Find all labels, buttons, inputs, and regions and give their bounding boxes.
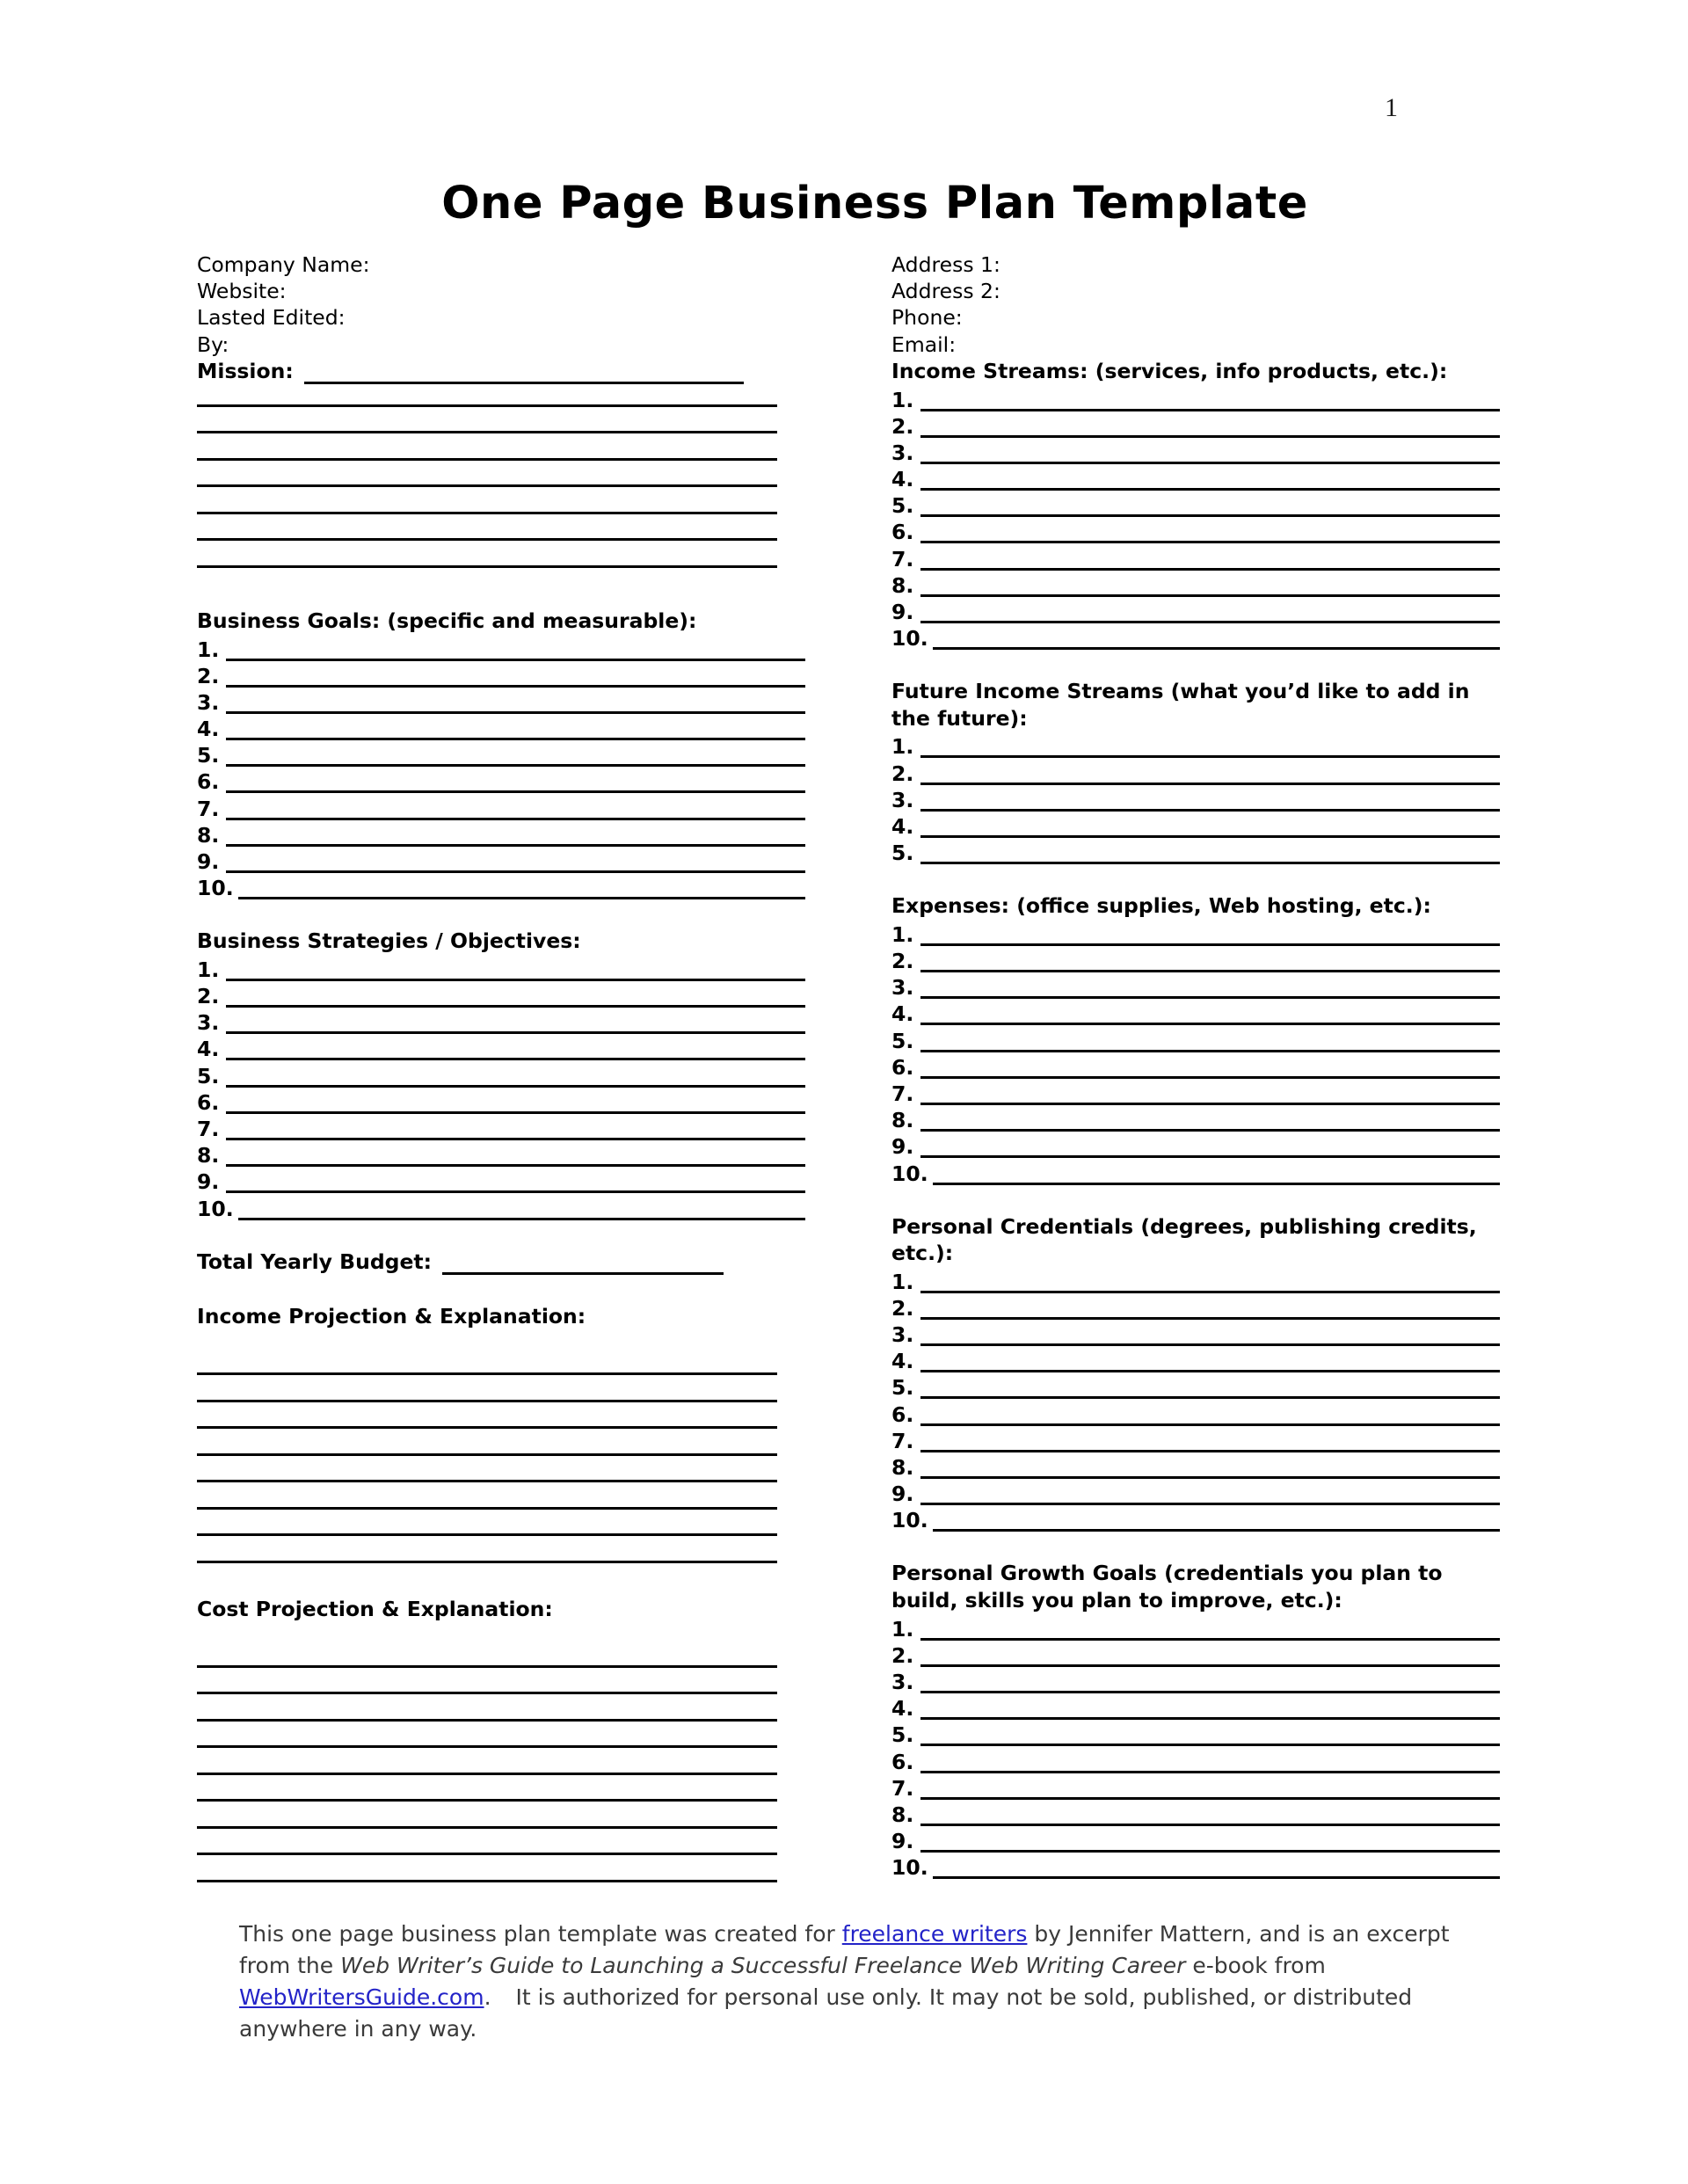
list-input-line[interactable] (920, 1621, 1500, 1641)
mission-input-line[interactable] (304, 364, 744, 384)
list-number: 4. (197, 717, 220, 742)
list-input-line[interactable] (920, 819, 1500, 838)
list-item (891, 543, 1500, 570)
list-number: 3. (197, 1010, 220, 1036)
list-number: 6. (197, 1089, 220, 1115)
field-company-name: Company Name: (197, 252, 370, 277)
list-input-line[interactable] (226, 774, 805, 793)
list-item (891, 732, 1500, 758)
list-input-line[interactable] (920, 604, 1500, 623)
list-item (197, 873, 805, 899)
list-input-line[interactable] (920, 1754, 1500, 1773)
list-number: 1. (197, 637, 220, 662)
list-number: 10. (891, 1508, 928, 1533)
list-number: 2. (891, 761, 914, 786)
list-input-line[interactable] (920, 927, 1500, 946)
list-input-line[interactable] (920, 1460, 1500, 1479)
income-projection-input-line[interactable] (197, 1540, 891, 1568)
list-number: 9. (891, 600, 914, 624)
mission-input-line[interactable] (197, 438, 891, 465)
list-input-line[interactable] (920, 1807, 1500, 1826)
income-projection-input-line[interactable] (197, 1407, 891, 1434)
list-input-line[interactable] (226, 801, 805, 820)
income-projection-input-line[interactable] (197, 1460, 891, 1488)
list-number: 6. (891, 1401, 914, 1427)
list-item (891, 1267, 1500, 1293)
list-item (891, 571, 1500, 597)
list-input-line[interactable] (920, 392, 1500, 411)
list-number: 1. (197, 957, 220, 982)
income-projection-block (197, 1303, 891, 1568)
business-strategies-heading: Business Strategies / Objectives: (197, 928, 581, 954)
list-number: 2. (197, 984, 220, 1009)
list-number: 7. (891, 546, 914, 571)
list-item (891, 920, 1500, 946)
list-item (891, 1505, 1500, 1532)
income-projection-input-line[interactable] (197, 1380, 891, 1407)
list-number: 4. (891, 467, 914, 492)
list-item (197, 793, 805, 819)
list-item (197, 1114, 805, 1140)
cost-projection-input-line[interactable] (197, 1860, 891, 1887)
list-input-line[interactable] (226, 668, 805, 688)
list-number: 8. (197, 822, 220, 848)
list-item (197, 981, 805, 1008)
list-input-line[interactable] (920, 1327, 1500, 1346)
list-item (891, 1293, 1500, 1320)
spacer (197, 1275, 891, 1303)
list-number: 5. (891, 493, 914, 519)
field-phone: Phone: (891, 305, 963, 331)
list-number: 1. (891, 921, 914, 947)
list-number: 2. (891, 1295, 914, 1321)
list-item (891, 946, 1500, 972)
list-input-line[interactable] (226, 1095, 805, 1114)
list-input-line[interactable] (920, 419, 1500, 438)
list-item (891, 1613, 1500, 1640)
list-input-line[interactable] (920, 1674, 1500, 1693)
list-item (891, 1479, 1500, 1505)
list-item (197, 688, 805, 714)
list-input-line[interactable] (226, 721, 805, 740)
list-number: 1. (891, 1616, 914, 1642)
mission-label: Mission: (197, 358, 294, 383)
list-number: 3. (891, 1322, 914, 1348)
mission-input-line[interactable] (197, 384, 891, 411)
list-item (891, 972, 1500, 999)
list-input-line[interactable] (920, 1274, 1500, 1293)
spacer (197, 1220, 891, 1249)
list-number: 6. (197, 769, 220, 795)
list-input-line[interactable] (226, 988, 805, 1008)
page-title: One Page Business Plan Template (441, 178, 1308, 230)
field-address-2: Address 2: (891, 279, 1000, 304)
list-item (197, 1167, 805, 1193)
cost-projection-input-line[interactable] (197, 1780, 891, 1807)
cost-projection-input-line[interactable] (197, 1699, 891, 1726)
list-item (891, 1641, 1500, 1667)
list-number: 7. (891, 1081, 914, 1106)
spacer (891, 1532, 1507, 1560)
list-input-line[interactable] (226, 1068, 805, 1088)
list-number: 3. (891, 1669, 914, 1694)
income-projection-input-line[interactable] (197, 1514, 891, 1541)
list-item (891, 812, 1500, 838)
list-item (891, 1746, 1500, 1773)
list-number: 1. (891, 387, 914, 412)
list-number: 7. (197, 796, 220, 821)
list-number: 2. (891, 1642, 914, 1668)
list-number: 7. (197, 1117, 220, 1141)
list-input-line[interactable] (920, 1033, 1500, 1052)
list-input-line[interactable] (920, 1648, 1500, 1667)
total-yearly-budget-label: Total Yearly Budget: (197, 1249, 433, 1274)
list-item (197, 1088, 805, 1114)
list-input-line[interactable] (920, 1059, 1500, 1079)
list-input-line[interactable] (920, 1433, 1500, 1452)
list-item (197, 847, 805, 873)
footer-attribution (239, 1918, 1452, 2045)
spacer (891, 864, 1507, 892)
list-number: 1. (891, 734, 914, 760)
list-number: 5. (891, 841, 914, 866)
list-item (197, 1060, 805, 1087)
mission-input-line[interactable] (197, 411, 891, 439)
list-item (197, 820, 805, 847)
spacer (891, 1185, 1507, 1213)
income-projection-input-line[interactable] (197, 1433, 891, 1460)
list-item (891, 758, 1500, 784)
business-strategies-block (197, 928, 891, 1219)
footer-text-part-1: This one page business plan template was created for (239, 1921, 842, 1947)
list-input-line[interactable] (226, 642, 805, 661)
list-item (891, 1320, 1500, 1346)
page-number: 1 (1385, 93, 1398, 122)
list-item (197, 1008, 805, 1034)
webwritersguide-link[interactable]: WebWritersGuide.com (239, 1984, 484, 2010)
list-item (891, 1399, 1500, 1425)
list-number: 9. (197, 849, 220, 874)
list-input-line[interactable] (933, 1860, 1500, 1879)
cost-projection-input-line[interactable] (197, 1833, 891, 1860)
list-input-line[interactable] (920, 1380, 1500, 1399)
future-income-streams-heading: Future Income Streams (what you’d like to add in the future): (891, 679, 1470, 731)
list-number: 7. (891, 1775, 914, 1801)
list-input-line[interactable] (920, 1300, 1500, 1320)
personal-credentials-block (891, 1213, 1507, 1532)
list-item (197, 661, 805, 688)
list-item (891, 517, 1500, 543)
list-item (197, 714, 805, 740)
spacer (197, 572, 891, 608)
left-column (197, 251, 891, 1887)
list-item (891, 623, 1500, 650)
list-number: 3. (891, 787, 914, 812)
list-input-line[interactable] (920, 1727, 1500, 1746)
cost-projection-input-line[interactable] (197, 1672, 891, 1700)
list-number: 10. (891, 626, 928, 652)
list-number: 7. (891, 1428, 914, 1453)
list-number: 2. (891, 949, 914, 973)
list-input-line[interactable] (920, 445, 1500, 464)
mission-input-line[interactable] (197, 465, 891, 492)
list-item (891, 1720, 1500, 1746)
footer-text-part-2: by Jennifer Mattern, and is an excerpt from the (239, 1921, 1450, 1978)
mission-label-row (197, 358, 891, 385)
cost-projection-input-line[interactable] (197, 1726, 891, 1753)
list-number: 9. (891, 1829, 914, 1854)
list-input-line[interactable] (226, 747, 805, 767)
footer-ebook-title: Web Writer’s Guide to Launching a Successful Freelance Web Writing Career (340, 1953, 1186, 1978)
list-input-line[interactable] (920, 953, 1500, 972)
field-lasted-edited: Lasted Edited: (197, 305, 346, 331)
list-number: 8. (197, 1143, 220, 1168)
list-input-line[interactable] (226, 1015, 805, 1034)
spacer (197, 899, 891, 928)
freelance-writers-link[interactable]: freelance writers (841, 1921, 1028, 1947)
list-input-line[interactable] (933, 1512, 1500, 1532)
list-item (891, 1025, 1500, 1052)
list-item (891, 1826, 1500, 1853)
personal-credentials-heading: Personal Credentials (degrees, publishing credits, etc.): (891, 1213, 1477, 1265)
list-number: 2. (891, 413, 914, 439)
footer-text-part-5: It is authorized for personal use only. It may not be sold, published, or distributed anywhere in any way. (239, 1984, 1413, 2042)
list-item (891, 384, 1500, 411)
list-number: 10. (197, 1196, 234, 1221)
list-input-line[interactable] (226, 854, 805, 873)
mission-input-line[interactable] (197, 519, 891, 546)
list-input-line[interactable] (226, 1041, 805, 1060)
list-input-line[interactable] (920, 1407, 1500, 1426)
spacer (891, 650, 1507, 678)
personal-growth-goals-block (891, 1560, 1507, 1879)
contact-info-block (891, 251, 1507, 358)
list-number: 6. (891, 1054, 914, 1080)
right-column (891, 251, 1507, 1887)
list-item (891, 1372, 1500, 1399)
field-address-1: Address 1: (891, 252, 1000, 277)
list-item (891, 1800, 1500, 1826)
income-streams-block (891, 358, 1507, 650)
list-number: 9. (197, 1169, 220, 1195)
income-projection-heading: Income Projection & Explanation: (197, 1304, 586, 1329)
list-item (891, 411, 1500, 438)
list-number: 3. (891, 975, 914, 1001)
list-number: 3. (891, 440, 914, 465)
list-input-line[interactable] (920, 1353, 1500, 1372)
list-number: 9. (891, 1481, 914, 1507)
total-yearly-budget-input-line[interactable] (442, 1255, 724, 1275)
list-input-line[interactable] (920, 1700, 1500, 1720)
footer-text-part-4: . (484, 1984, 491, 2010)
list-input-line[interactable] (226, 1147, 805, 1167)
list-input-line[interactable] (226, 695, 805, 714)
company-info-block (197, 251, 891, 358)
list-input-line[interactable] (226, 962, 805, 981)
list-input-line[interactable] (920, 1780, 1500, 1800)
field-by: By: (197, 331, 229, 357)
footer-text-part-3: e-book from (1185, 1953, 1326, 1978)
list-input-line[interactable] (920, 766, 1500, 785)
list-item (891, 1052, 1500, 1079)
list-number: 6. (891, 520, 914, 545)
list-input-line[interactable] (920, 471, 1500, 491)
list-number: 4. (891, 1001, 914, 1027)
mission-input-line[interactable] (197, 545, 891, 572)
list-input-line[interactable] (226, 827, 805, 847)
list-number: 8. (891, 572, 914, 598)
total-yearly-budget-row (197, 1249, 891, 1276)
list-item (891, 597, 1500, 623)
list-number: 8. (891, 1108, 914, 1133)
list-input-line[interactable] (920, 1086, 1500, 1105)
list-item (891, 838, 1500, 864)
list-item (891, 999, 1500, 1025)
mission-input-line[interactable] (197, 491, 891, 519)
spacer (197, 1330, 891, 1353)
list-number: 5. (891, 1375, 914, 1401)
list-input-line[interactable] (920, 1112, 1500, 1132)
list-item (891, 1132, 1500, 1158)
list-input-line[interactable] (226, 1121, 805, 1140)
cost-projection-heading: Cost Projection & Explanation: (197, 1596, 553, 1621)
list-input-line[interactable] (920, 498, 1500, 517)
list-item (891, 438, 1500, 464)
list-item (891, 1667, 1500, 1693)
list-number: 5. (197, 1063, 220, 1088)
list-input-line[interactable] (920, 524, 1500, 543)
list-item (891, 1773, 1500, 1800)
list-item (197, 1193, 805, 1219)
list-number: 2. (197, 663, 220, 688)
list-item (891, 1158, 1500, 1184)
income-projection-input-line[interactable] (197, 1353, 891, 1380)
list-number: 3. (197, 689, 220, 715)
list-item (197, 1034, 805, 1060)
expenses-block (891, 892, 1507, 1184)
list-item (891, 1346, 1500, 1372)
list-item (891, 491, 1500, 517)
list-input-line[interactable] (920, 845, 1500, 864)
mission-block (197, 358, 891, 572)
personal-growth-goals-heading: Personal Growth Goals (credentials you plan to build, skills you plan to improve, etc.): (891, 1561, 1443, 1613)
list-input-line[interactable] (933, 630, 1500, 650)
income-streams-heading: Income Streams: (services, info products, etc.): (891, 358, 1448, 383)
list-number: 6. (891, 1749, 914, 1774)
list-item (891, 1079, 1500, 1105)
list-item (197, 740, 805, 767)
list-input-line[interactable] (920, 1139, 1500, 1158)
list-input-line[interactable] (920, 1486, 1500, 1505)
list-item (197, 634, 805, 660)
business-goals-heading: Business Goals: (specific and measurable): (197, 608, 697, 633)
list-item (891, 1105, 1500, 1132)
list-number: 5. (197, 743, 220, 768)
list-input-line[interactable] (920, 979, 1500, 999)
list-input-line[interactable] (920, 551, 1500, 571)
business-goals-block (197, 608, 891, 899)
list-number: 4. (891, 813, 914, 839)
list-number: 10. (891, 1161, 928, 1186)
list-input-line[interactable] (226, 1174, 805, 1193)
list-item (891, 1452, 1500, 1479)
list-number: 8. (891, 1802, 914, 1827)
list-item (197, 767, 805, 793)
list-input-line[interactable] (238, 880, 805, 899)
list-input-line[interactable] (933, 1166, 1500, 1185)
spacer (197, 1622, 891, 1645)
list-number: 10. (891, 1855, 928, 1881)
cost-projection-input-line[interactable] (197, 1752, 891, 1780)
list-number: 4. (891, 1696, 914, 1722)
spacer (197, 1568, 891, 1596)
list-item (891, 1853, 1500, 1879)
list-input-line[interactable] (238, 1201, 805, 1220)
two-column-body (197, 251, 1507, 1887)
future-income-streams-block (891, 678, 1507, 864)
list-input-line[interactable] (920, 1006, 1500, 1025)
field-website: Website: (197, 279, 287, 304)
list-input-line[interactable] (920, 739, 1500, 758)
list-item (197, 1140, 805, 1167)
list-item (891, 785, 1500, 812)
list-item (891, 1693, 1500, 1720)
list-number: 5. (891, 1028, 914, 1053)
list-input-line[interactable] (920, 1833, 1500, 1853)
list-number: 8. (891, 1455, 914, 1480)
expenses-heading: Expenses: (office supplies, Web hosting, etc.): (891, 893, 1431, 919)
list-item (197, 955, 805, 981)
list-number: 4. (891, 1349, 914, 1374)
list-input-line[interactable] (920, 578, 1500, 597)
list-number: 5. (891, 1722, 914, 1748)
list-item (891, 1426, 1500, 1452)
field-email: Email: (891, 331, 957, 357)
list-number: 4. (197, 1037, 220, 1062)
cost-projection-input-line[interactable] (197, 1806, 891, 1833)
income-projection-input-line[interactable] (197, 1487, 891, 1514)
list-input-line[interactable] (920, 792, 1500, 812)
list-item (891, 464, 1500, 491)
list-number: 10. (197, 876, 234, 901)
list-number: 9. (891, 1134, 914, 1160)
list-number: 1. (891, 1269, 914, 1294)
cost-projection-input-line[interactable] (197, 1645, 891, 1672)
cost-projection-block (197, 1596, 891, 1887)
